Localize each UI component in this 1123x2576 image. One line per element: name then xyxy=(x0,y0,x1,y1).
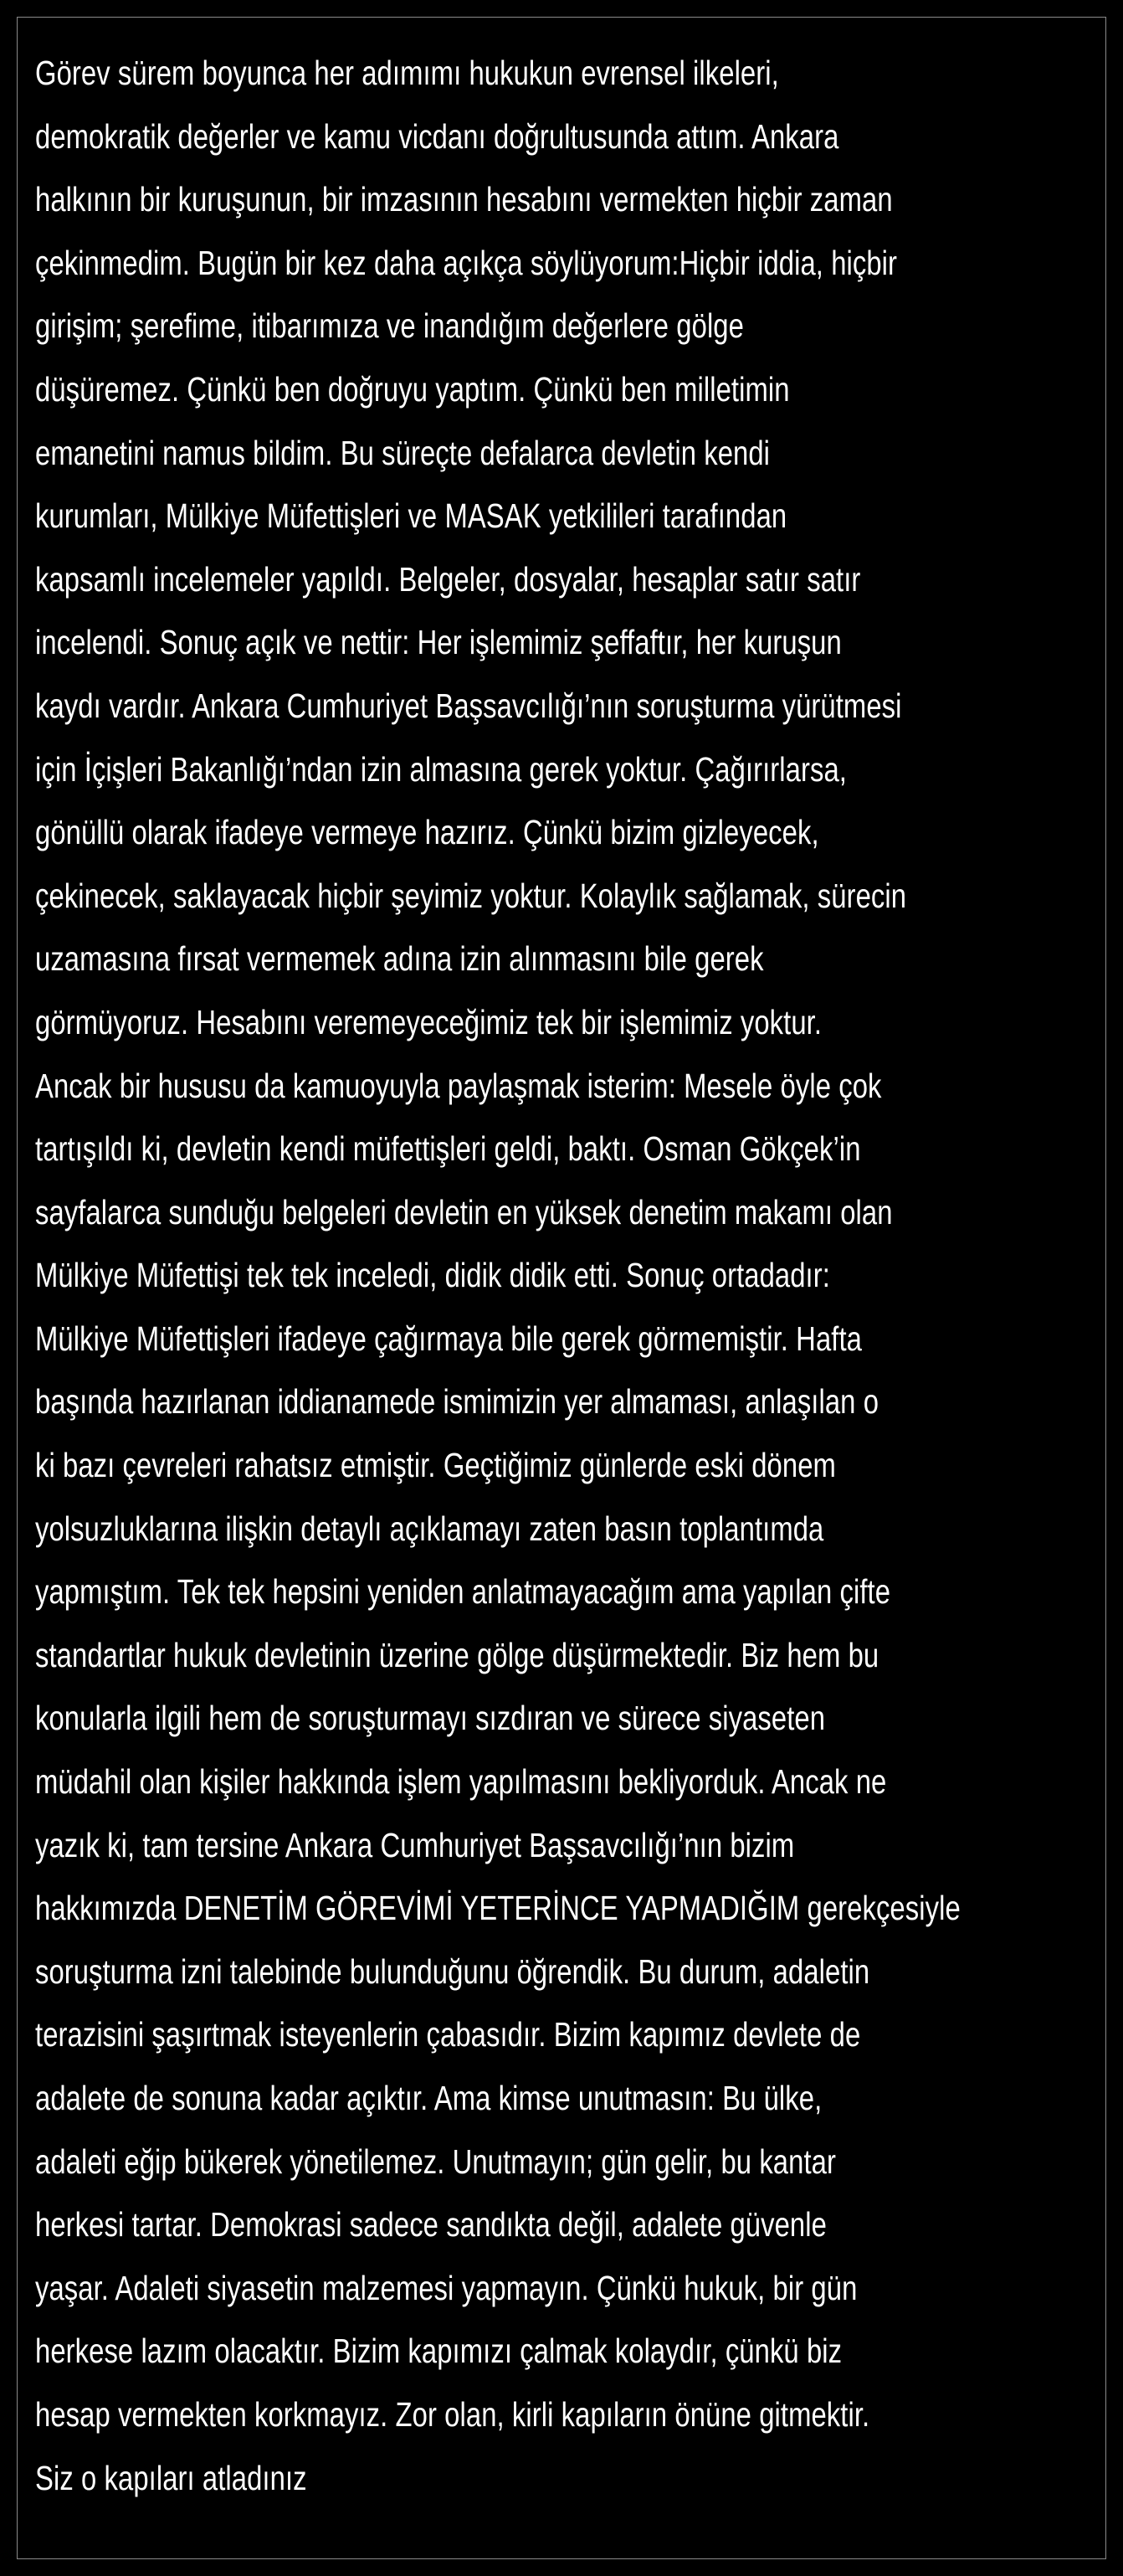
statement-line: kapsamlı incelemeler yapıldı. Belgeler, dosyalar, hesaplar satır satır xyxy=(35,559,861,599)
statement-line: hakkımızda DENETİM GÖREVİMİ YETERİNCE YAPMADIĞIM gerekçesiyle xyxy=(35,1889,961,1928)
statement-line: Mülkiye Müfettişleri ifadeye çağırmaya bile gerek görmemiştir. Hafta xyxy=(35,1319,862,1358)
statement-line: kaydı vardır. Ankara Cumhuriyet Başsavcılığı’nın soruşturma yürütmesi xyxy=(35,686,902,725)
statement-line: sayfalarca sunduğu belgeleri devletin en yüksek denetim makamı olan xyxy=(35,1192,893,1231)
statement-line: düşüremez. Çünkü ben doğruyu yaptım. Çünkü ben milletimin xyxy=(35,369,790,409)
statement-line: uzamasına fırsat vermemek adına izin alınmasını bile gerek xyxy=(35,939,764,979)
statement-line: çekinmedim. Bugün bir kez daha açıkça söylüyorum:Hiçbir iddia, hiçbir xyxy=(35,243,898,282)
statement-line: Ancak bir hususu da kamuoyuyla paylaşmak isterim: Mesele öyle çok xyxy=(35,1066,882,1105)
statement-line: yaşar. Adaleti siyasetin malzemesi yapmayın. Çünkü hukuk, bir gün xyxy=(35,2268,858,2307)
statement-line: standartlar hukuk devletinin üzerine gölge düşürmektedir. Biz hem bu xyxy=(35,1635,879,1674)
statement-line: adalete de sonuna kadar açıktır. Ama kimse unutmasın: Bu ülke, xyxy=(35,2079,823,2117)
statement-line: herkese lazım olacaktır. Bizim kapımızı çalmak kolaydır, çünkü biz xyxy=(35,2332,843,2371)
statement-line: Mülkiye Müfettişi tek tek inceledi, didik didik etti. Sonuç ortadadır: xyxy=(35,1256,830,1295)
statement-line: hesap vermekten korkmayız. Zor olan, kirli kapıların önüne gitmektir. xyxy=(35,2394,870,2434)
statement-line: herkesi tartar. Demokrasi sadece sandıkta değil, adalete güvenle xyxy=(35,2205,827,2244)
statement-line: halkının bir kuruşunun, bir imzasının hesabını vermekten hiçbir zaman xyxy=(35,180,893,219)
statement-line: emanetini namus bildim. Bu süreçte defalarca devletin kendi xyxy=(35,433,771,472)
statement-line: demokratik değerler ve kamu vicdanı doğrultusunda attım. Ankara xyxy=(35,116,839,156)
statement-line: için İçişleri Bakanlığı’ndan izin almasına gerek yoktur. Çağırırlarsa, xyxy=(35,749,847,789)
statement-line: ki bazı çevreleri rahatsız etmiştir. Geçtiğimiz günlerde eski dönem xyxy=(35,1446,836,1485)
statement-line: çekinecek, saklayacak hiçbir şeyimiz yoktur. Kolaylık sağlamak, sürecin xyxy=(35,876,907,915)
statement-line: tartışıldı ki, devletin kendi müfettişleri geldi, baktı. Osman Gökçek’in xyxy=(35,1129,861,1169)
statement-line: yazık ki, tam tersine Ankara Cumhuriyet Başsavcılığı’nın bizim xyxy=(35,1825,795,1864)
statement-line: incelendi. Sonuç açık ve nettir: Her işlemimiz şeffaftır, her kuruşun xyxy=(35,623,842,662)
statement-text xyxy=(35,42,1086,2510)
statement-line: müdahil olan kişiler hakkında işlem yapılmasını bekliyorduk. Ancak ne xyxy=(35,1762,887,1802)
statement-line: konularla ilgili hem de soruşturmayı sızdıran ve sürece siyaseten xyxy=(35,1699,826,1738)
statement-line: yolsuzluklarına ilişkin detaylı açıklamayı zaten basın toplantımda xyxy=(35,1509,824,1548)
statement-line: soruşturma izni talebinde bulunduğunu öğrendik. Bu durum, adaletin xyxy=(35,1951,870,1991)
statement-line: yapmıştım. Tek tek hepsini yeniden anlatmayacağım ama yapılan çifte xyxy=(35,1572,891,1612)
statement-line: gönüllü olarak ifadeye vermeye hazırız. Çünkü bizim gizleyecek, xyxy=(35,813,819,852)
statement-line: görmüyoruz. Hesabını veremeyeceğimiz tek bir işlemimiz yoktur. xyxy=(35,1002,823,1041)
statement-line: adaleti eğip bükerek yönetilemez. Unutmayın; gün gelir, bu kantar xyxy=(35,2142,836,2181)
statement-line: başında hazırlanan iddianamede ismimizin yer almaması, anlaşılan o xyxy=(35,1382,879,1422)
statement-line: Siz o kapıları atladınız xyxy=(35,2458,307,2497)
statement-line: terazisini şaşırtmak isteyenlerin çabasıdır. Bizim kapımız devlete de xyxy=(35,2015,861,2054)
statement-line: girişim; şerefime, itibarımıza ve inandığım değerlere gölge xyxy=(35,306,744,346)
statement-line: kurumları, Mülkiye Müfettişleri ve MASAK yetkilileri tarafından xyxy=(35,496,787,536)
statement-line: Görev sürem boyunca her adımımı hukukun evrensel ilkeleri, xyxy=(35,54,779,92)
